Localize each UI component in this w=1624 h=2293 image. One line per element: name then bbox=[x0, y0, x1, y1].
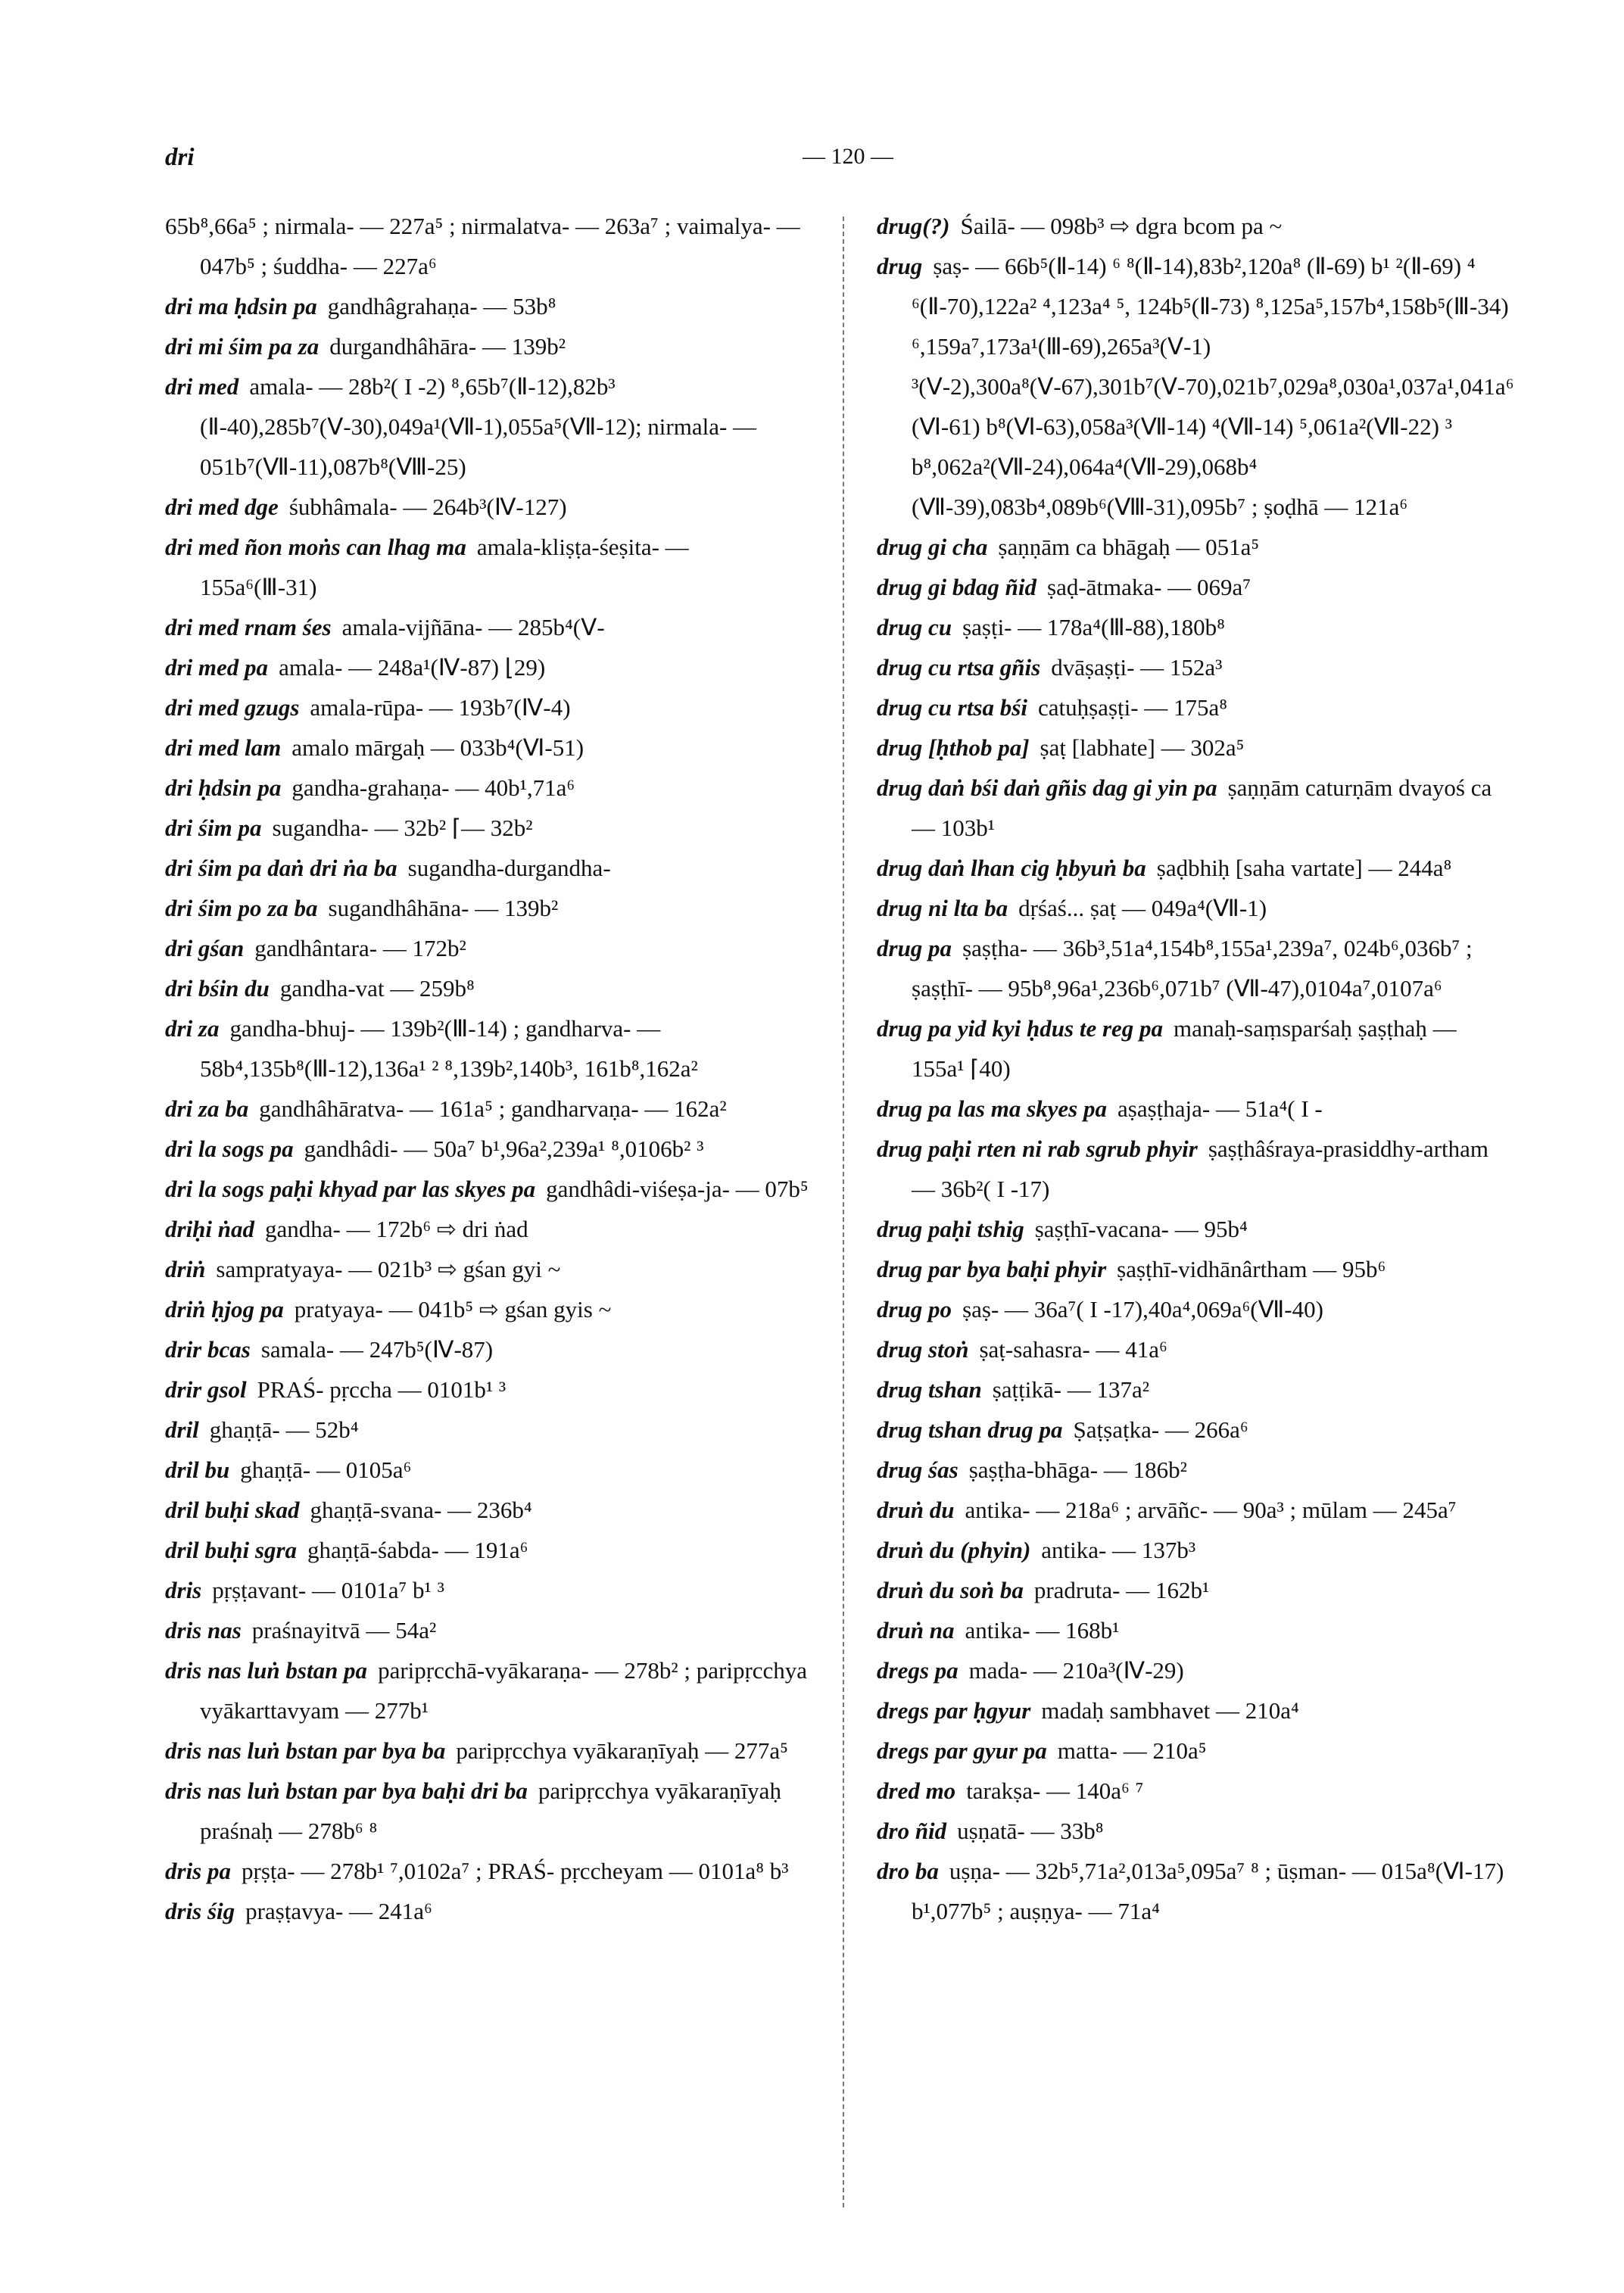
entry-headword: dri śim pa bbox=[165, 815, 262, 841]
entry-headword: drug daṅ lhan cig ḥbyuṅ ba bbox=[877, 855, 1146, 881]
entry-definition: Śailā- — 098b³ ⇨ dgra bcom pa ~ bbox=[960, 213, 1283, 239]
entry-definition: ghaṇṭā-svana- — 236b⁴ bbox=[310, 1497, 532, 1523]
running-head: dri bbox=[165, 144, 195, 171]
entry-headword: dri ḥdsin pa bbox=[165, 774, 282, 801]
entry-headword: drug par bya baḥi phyir bbox=[877, 1256, 1107, 1282]
dictionary-entry bbox=[877, 768, 1509, 848]
entry-definition: śubhâmala- — 264b³(Ⅳ-127) bbox=[288, 494, 567, 520]
dictionary-entry bbox=[877, 1209, 1509, 1249]
dictionary-entry bbox=[877, 527, 1509, 567]
entry-definition: Ṣaṭṣaṭka- — 266a⁶ bbox=[1073, 1416, 1248, 1443]
entry-definition: ṣaṣ- — 66b⁵(Ⅱ-14) ⁶ ⁸(Ⅱ-14),83b²,120a⁸ (Ⅱ-69) b¹ ²(Ⅱ-69) ⁴ ⁶(Ⅱ-70),122a² ⁴,123a⁴ ⁵, 124b⁵(Ⅱ-73) ⁸,125a⁵,157b⁴,158b⁵(Ⅲ-34) ⁶,159a⁷,173a¹(Ⅲ-69),265a³(Ⅴ-1) ³(Ⅴ-2),300a⁸(Ⅴ-67),301b⁷(Ⅴ-70),021b⁷,029a⁸,030a¹,037a¹,041a⁶ (Ⅵ-61) b⁸(Ⅵ-63),058a³(Ⅶ-14) ⁴(Ⅶ-14) ⁵,061a²(Ⅶ-22) ³ b⁸,062a²(Ⅶ-24),064a⁴(Ⅶ-29),068b⁴ (Ⅶ-39),083b⁴,089b⁶(Ⅷ-31),095b⁷ ; ṣoḍhā — 121a⁶ bbox=[912, 253, 1514, 520]
column-divider bbox=[843, 217, 844, 2207]
entry-definition: amala- — 248a¹(Ⅳ-87) ⌊29) bbox=[279, 654, 546, 681]
entry-definition: sugandha- — 32b² ⌈— 32b² bbox=[272, 815, 533, 841]
entry-headword: dri śim pa daṅ dri ṅa ba bbox=[165, 855, 397, 881]
entry-headword: dris nas luṅ bstan par bya baḥi dri ba bbox=[165, 1777, 528, 1804]
dictionary-entry bbox=[165, 1089, 809, 1129]
entry-headword: drug tshan bbox=[877, 1376, 982, 1403]
dictionary-entry bbox=[165, 928, 809, 968]
entry-definition: ghaṇṭā- — 0105a⁶ bbox=[240, 1456, 412, 1483]
entry-headword: dril bu bbox=[165, 1456, 230, 1483]
dictionary-entry bbox=[877, 1289, 1509, 1329]
entry-definition: manaḥ-saṃsparśaḥ ṣaṣṭhaḥ — 155a¹ ⌈40) bbox=[912, 1015, 1457, 1082]
entry-headword: dri ma ḥdsin pa bbox=[165, 293, 317, 319]
dictionary-entry bbox=[877, 1570, 1509, 1610]
dictionary-entry bbox=[877, 1369, 1509, 1410]
entry-definition: paripṛcchya vyākaraṇīyaḥ — 277a⁵ bbox=[456, 1737, 788, 1764]
entry-headword: drug tshan drug pa bbox=[877, 1416, 1063, 1443]
entry-headword: dregs pa bbox=[877, 1657, 959, 1684]
dictionary-entry bbox=[165, 1289, 809, 1329]
entry-headword: druṅ du (phyin) bbox=[877, 1537, 1031, 1563]
dictionary-entry bbox=[165, 1490, 809, 1530]
entry-headword: drir bcas bbox=[165, 1336, 251, 1363]
entry-headword: drug śas bbox=[877, 1456, 959, 1483]
entry-definition: pṛṣṭavant- — 0101a⁷ b¹ ³ bbox=[212, 1577, 444, 1603]
dictionary-entry bbox=[877, 1490, 1509, 1530]
dictionary-entry bbox=[165, 487, 809, 527]
entry-definition: dṛśaś... ṣaṭ — 049a⁴(Ⅶ-1) bbox=[1018, 895, 1267, 921]
dictionary-entry bbox=[877, 1089, 1509, 1129]
entry-definition: ṣaṭṭikā- — 137a² bbox=[992, 1376, 1150, 1403]
entry-headword: drug cu bbox=[877, 614, 952, 640]
entry-definition: gandhântara- — 172b² bbox=[254, 935, 466, 961]
dictionary-entry bbox=[165, 1731, 809, 1771]
right-column bbox=[877, 206, 1514, 1931]
entry-definition: sampratyaya- — 021b³ ⇨ gśan gyi ~ bbox=[216, 1256, 561, 1282]
entry-headword: dri la sogs paḥi khyad par las skyes pa bbox=[165, 1176, 536, 1202]
entry-definition: madaḥ sambhavet — 210a⁴ bbox=[1041, 1697, 1299, 1724]
entry-definition: antika- — 137b³ bbox=[1041, 1537, 1196, 1563]
entry-headword: drug pa las ma skyes pa bbox=[877, 1095, 1107, 1122]
entry-definition: samala- — 247b⁵(Ⅳ-87) bbox=[260, 1336, 494, 1363]
dictionary-entry bbox=[165, 1570, 809, 1610]
entry-headword: drug(?) bbox=[877, 213, 950, 239]
entry-definition: ṣaṣṭhī-vidhānârtham — 95b⁶ bbox=[1117, 1256, 1386, 1282]
dictionary-entry bbox=[165, 727, 809, 768]
entry-definition: praśnayitvā — 54a² bbox=[251, 1617, 437, 1643]
dictionary-entry bbox=[877, 928, 1509, 1008]
entry-headword: druṅ na bbox=[877, 1617, 955, 1643]
entry-definition: catuḥṣaṣṭi- — 175a⁸ bbox=[1037, 694, 1228, 721]
dictionary-entry bbox=[165, 1530, 809, 1570]
entry-headword: dri med gzugs bbox=[165, 694, 300, 721]
entry-headword: dri mi śim pa za bbox=[165, 333, 320, 360]
entry-definition: praṣṭavya- — 241a⁶ bbox=[245, 1898, 432, 1924]
entry-headword: dred mo bbox=[877, 1777, 956, 1804]
dictionary-entry bbox=[165, 1450, 809, 1490]
dictionary-entry bbox=[877, 1129, 1509, 1209]
entry-headword: dri gśan bbox=[165, 935, 245, 961]
dictionary-entry bbox=[165, 326, 809, 366]
dictionary-entry bbox=[877, 1410, 1509, 1450]
left-column bbox=[165, 206, 809, 1931]
dictionary-entry bbox=[165, 1169, 809, 1209]
entry-headword: druṅ du soṅ ba bbox=[877, 1577, 1024, 1603]
dictionary-entry bbox=[165, 848, 809, 888]
entry-headword: dri la sogs pa bbox=[165, 1136, 294, 1162]
entry-definition: dvāṣaṣṭi- — 152a³ bbox=[1051, 654, 1223, 681]
entry-definition: aṣaṣṭhaja- — 51a⁴( I - bbox=[1117, 1095, 1323, 1122]
dictionary-entry bbox=[877, 1008, 1509, 1089]
entry-definition: ṣaṣṭhâśraya-prasiddhy-artham — 36b²( I -17) bbox=[912, 1136, 1488, 1202]
entry-definition: gandhâdi-viśeṣa-ja- — 07b⁵ bbox=[546, 1176, 809, 1202]
dictionary-entry bbox=[165, 1610, 809, 1650]
entry-headword: drug bbox=[877, 253, 923, 279]
entry-headword: driḥi ṅad bbox=[165, 1216, 255, 1242]
entry-headword: dro ñid bbox=[877, 1818, 947, 1844]
dictionary-entry bbox=[877, 1610, 1509, 1650]
dictionary-entry bbox=[165, 1129, 809, 1169]
dictionary-entry bbox=[165, 206, 809, 286]
entry-headword: dri śim po za ba bbox=[165, 895, 318, 921]
entry-definition: amala-rūpa- — 193b⁷(Ⅳ-4) bbox=[310, 694, 571, 721]
dictionary-entry bbox=[877, 567, 1509, 607]
entry-definition: paripṛcchā-vyākaraṇa- — 278b² ; paripṛcchya vyākarttavyam — 277b¹ bbox=[200, 1657, 808, 1724]
entry-headword: dril buḥi sgra bbox=[165, 1537, 298, 1563]
dictionary-entry bbox=[165, 968, 809, 1008]
dictionary-entry bbox=[877, 888, 1509, 928]
entry-headword: dri bśin du bbox=[165, 975, 270, 1002]
dictionary-entry bbox=[165, 1851, 809, 1891]
dictionary-entry bbox=[877, 246, 1514, 527]
entry-headword: drug pa bbox=[877, 935, 952, 961]
entry-headword: dri med rnam śes bbox=[165, 614, 332, 640]
entry-definition: gandhâhāratva- — 161a⁵ ; gandharvaṇa- — 162a² bbox=[259, 1095, 727, 1122]
dictionary-entry bbox=[165, 286, 809, 326]
dictionary-entry bbox=[165, 527, 809, 607]
entry-definition: sugandha-durgandha- bbox=[407, 855, 611, 881]
dictionary-entry bbox=[165, 607, 809, 647]
entry-definition: ṣaṭ-sahasra- — 41a⁶ bbox=[979, 1336, 1167, 1363]
page-number: — 120 — bbox=[803, 144, 893, 169]
entry-definition: gandhâdi- — 50a⁷ b¹,96a²,239a¹ ⁸,0106b² ³ bbox=[304, 1136, 704, 1162]
dictionary-entry bbox=[165, 1650, 809, 1731]
dictionary-entry bbox=[165, 1209, 809, 1249]
entry-headword: drug po bbox=[877, 1296, 952, 1323]
dictionary-entry bbox=[165, 1891, 809, 1931]
entry-headword: dri med lam bbox=[165, 734, 282, 761]
dictionary-entry bbox=[877, 1851, 1509, 1931]
entry-definition: ghaṇṭā- — 52b⁴ bbox=[209, 1416, 359, 1443]
entry-definition: ṣaṇṇām caturṇām dvayoś ca — 103b¹ bbox=[912, 774, 1492, 841]
dictionary-entry bbox=[165, 1771, 809, 1851]
entry-definition: pṛṣṭa- — 278b¹ ⁷,0102a⁷ ; PRAŚ- pṛccheyam — 0101a⁸ b³ bbox=[242, 1858, 789, 1884]
entry-headword: dregs par ḥgyur bbox=[877, 1697, 1031, 1724]
entry-definition: ṣaṣ- — 36a⁷( I -17),40a⁴,069a⁶(Ⅶ-40) bbox=[962, 1296, 1323, 1323]
entry-headword: dro ba bbox=[877, 1858, 939, 1884]
entry-headword: drug paḥi rten ni rab sgrub phyir bbox=[877, 1136, 1198, 1162]
entry-definition: uṣṇatā- — 33b⁸ bbox=[957, 1818, 1104, 1844]
dictionary-entry bbox=[877, 1249, 1509, 1289]
entry-headword: drug pa yid kyi ḥdus te reg pa bbox=[877, 1015, 1164, 1042]
dictionary-entry bbox=[877, 687, 1509, 727]
entry-definition: matta- — 210a⁵ bbox=[1057, 1737, 1207, 1764]
entry-definition: ṣaṭ [labhate] — 302a⁵ bbox=[1040, 734, 1245, 761]
entry-headword: dregs par gyur pa bbox=[877, 1737, 1047, 1764]
entry-headword: drug ni lta ba bbox=[877, 895, 1008, 921]
entry-headword: dri med dge bbox=[165, 494, 279, 520]
dictionary-entry bbox=[877, 647, 1509, 687]
entry-headword: drug [ḥthob pa] bbox=[877, 734, 1030, 761]
entry-definition: gandha-grahaṇa- — 40b¹,71a⁶ bbox=[291, 774, 575, 801]
entry-definition: ṣaṣṭha-bhāga- — 186b² bbox=[968, 1456, 1187, 1483]
entry-definition: ṣaṇṇām ca bhāgaḥ — 051a⁵ bbox=[998, 534, 1260, 560]
entry-headword: drug gi cha bbox=[877, 534, 988, 560]
entry-headword: drug daṅ bśi daṅ gñis dag gi yin pa bbox=[877, 774, 1217, 801]
dictionary-entry bbox=[877, 727, 1509, 768]
entry-headword: dri med bbox=[165, 373, 239, 400]
entry-headword: dril buḥi skad bbox=[165, 1497, 300, 1523]
dictionary-entry bbox=[877, 1450, 1509, 1490]
dictionary-entry bbox=[165, 1369, 809, 1410]
entry-definition: mada- — 210a³(Ⅳ-29) bbox=[968, 1657, 1184, 1684]
entry-headword: drug cu rtsa gñis bbox=[877, 654, 1041, 681]
dictionary-entry bbox=[165, 808, 809, 848]
entry-definition: tarakṣa- — 140a⁶ ⁷ bbox=[966, 1777, 1144, 1804]
dictionary-entry bbox=[165, 1008, 809, 1089]
entry-definition: ṣaṣṭhī-vacana- — 95b⁴ bbox=[1034, 1216, 1248, 1242]
entry-headword: dril bbox=[165, 1416, 199, 1443]
entry-definition: pradruta- — 162b¹ bbox=[1033, 1577, 1210, 1603]
dictionary-entry bbox=[877, 1771, 1509, 1811]
entry-definition: gandhâgrahaṇa- — 53b⁸ bbox=[327, 293, 556, 319]
dictionary-entry bbox=[165, 1329, 809, 1369]
entry-headword: dris bbox=[165, 1577, 202, 1603]
entry-definition: PRAŚ- pṛccha — 0101b¹ ³ bbox=[257, 1376, 507, 1403]
entry-definition: gandha-vat — 259b⁸ bbox=[279, 975, 475, 1002]
entry-definition: ṣaḍ-ātmaka- — 069a⁷ bbox=[1047, 574, 1252, 600]
entry-definition: 65b⁸,66a⁵ ; nirmala- — 227a⁵ ; nirmalatva- — 263a⁷ ; vaimalya- — 047b⁵ ; śuddha- — 227a⁶ bbox=[165, 213, 800, 279]
entry-headword: dri med ñon moṅs can lhag ma bbox=[165, 534, 466, 560]
entry-headword: driṅ bbox=[165, 1256, 206, 1282]
entry-headword: dris pa bbox=[165, 1858, 231, 1884]
entry-headword: dri za bbox=[165, 1015, 220, 1042]
dictionary-entry bbox=[877, 1731, 1509, 1771]
entry-definition: uṣṇa- — 32b⁵,71a²,013a⁵,095a⁷ ⁸ ; ūṣman- — 015a⁸(Ⅵ-17) b¹,077b⁵ ; auṣṇya- — 71a⁴ bbox=[912, 1858, 1504, 1924]
dictionary-entry bbox=[877, 607, 1509, 647]
entry-headword: drug cu rtsa bśi bbox=[877, 694, 1027, 721]
dictionary-entry bbox=[165, 366, 809, 487]
dictionary-entry bbox=[877, 1811, 1509, 1851]
dictionary-entry bbox=[877, 1530, 1509, 1570]
dictionary-entry bbox=[165, 647, 809, 687]
entry-definition: pratyaya- — 041b⁵ ⇨ gśan gyis ~ bbox=[294, 1296, 612, 1323]
entry-definition: amala-vijñāna- — 285b⁴(Ⅴ- bbox=[341, 614, 605, 640]
dictionary-entry bbox=[877, 206, 1509, 246]
dictionary-entry bbox=[877, 1650, 1509, 1690]
entry-headword: dri za ba bbox=[165, 1095, 249, 1122]
entry-headword: driṅ ḥjog pa bbox=[165, 1296, 284, 1323]
entry-definition: ṣaṣṭha- — 36b³,51a⁴,154b⁸,155a¹,239a⁷, 024b⁶,036b⁷ ; ṣaṣṭhī- — 95b⁸,96a¹,236b⁶,071b⁷ (Ⅶ-47),0104a⁷,0107a⁶ bbox=[912, 935, 1473, 1002]
dictionary-entry bbox=[165, 768, 809, 808]
entry-headword: dri med pa bbox=[165, 654, 269, 681]
entry-definition: ṣaṣṭi- — 178a⁴(Ⅲ-88),180b⁸ bbox=[962, 614, 1225, 640]
entry-definition: ghaṇṭā-śabda- — 191a⁶ bbox=[307, 1537, 528, 1563]
entry-headword: dris nas luṅ bstan par bya ba bbox=[165, 1737, 446, 1764]
entry-headword: drir gsol bbox=[165, 1376, 247, 1403]
entry-definition: antika- — 168b¹ bbox=[965, 1617, 1120, 1643]
entry-definition: gandha- — 172b⁶ ⇨ dri ṅad bbox=[265, 1216, 528, 1242]
entry-headword: dris nas bbox=[165, 1617, 242, 1643]
dictionary-entry bbox=[877, 848, 1509, 888]
entry-headword: drug paḥi tshig bbox=[877, 1216, 1024, 1242]
entry-definition: amala- — 28b²( I -2) ⁸,65b⁷(Ⅱ-12),82b³ (Ⅱ-40),285b⁷(Ⅴ-30),049a¹(Ⅶ-1),055a⁵(Ⅶ-12); nirmala- — 051b⁷(Ⅶ-11),087b⁸(Ⅷ-25) bbox=[200, 373, 757, 480]
dictionary-entry bbox=[877, 1690, 1509, 1731]
entry-headword: druṅ du bbox=[877, 1497, 955, 1523]
page-header bbox=[0, 144, 1624, 174]
entry-headword: drug stoṅ bbox=[877, 1336, 969, 1363]
dictionary-entry bbox=[165, 888, 809, 928]
entry-headword: dris śig bbox=[165, 1898, 235, 1924]
dictionary-entry bbox=[165, 687, 809, 727]
entry-definition: ṣaḍbhiḥ [saha vartate] — 244a⁸ bbox=[1156, 855, 1452, 881]
dictionary-entry bbox=[877, 1329, 1509, 1369]
dictionary-entry bbox=[165, 1410, 809, 1450]
entry-definition: sugandhâhāna- — 139b² bbox=[328, 895, 559, 921]
entry-definition: antika- — 218a⁶ ; arvāñc- — 90a³ ; mūlam — 245a⁷ bbox=[965, 1497, 1457, 1523]
entry-definition: gandha-bhuj- — 139b²(Ⅲ-14) ; gandharva- — 58b⁴,135b⁸(Ⅲ-12),136a¹ ² ⁸,139b²,140b³, 161b⁸,162a² bbox=[200, 1015, 698, 1082]
entry-headword: drug gi bdag ñid bbox=[877, 574, 1037, 600]
dictionary-entry bbox=[165, 1249, 809, 1289]
entry-definition: amala-kliṣṭa-śeṣita- — 155a⁶(Ⅲ-31) bbox=[200, 534, 689, 600]
entry-definition: paripṛcchya vyākaraṇīyaḥ praśnaḥ — 278b⁶ ⁸ bbox=[200, 1777, 781, 1844]
entry-definition: durgandhâhāra- — 139b² bbox=[329, 333, 566, 360]
entry-headword: dris nas luṅ bstan pa bbox=[165, 1657, 368, 1684]
entry-definition: amalo mārgaḥ — 033b⁴(Ⅵ-51) bbox=[291, 734, 584, 761]
